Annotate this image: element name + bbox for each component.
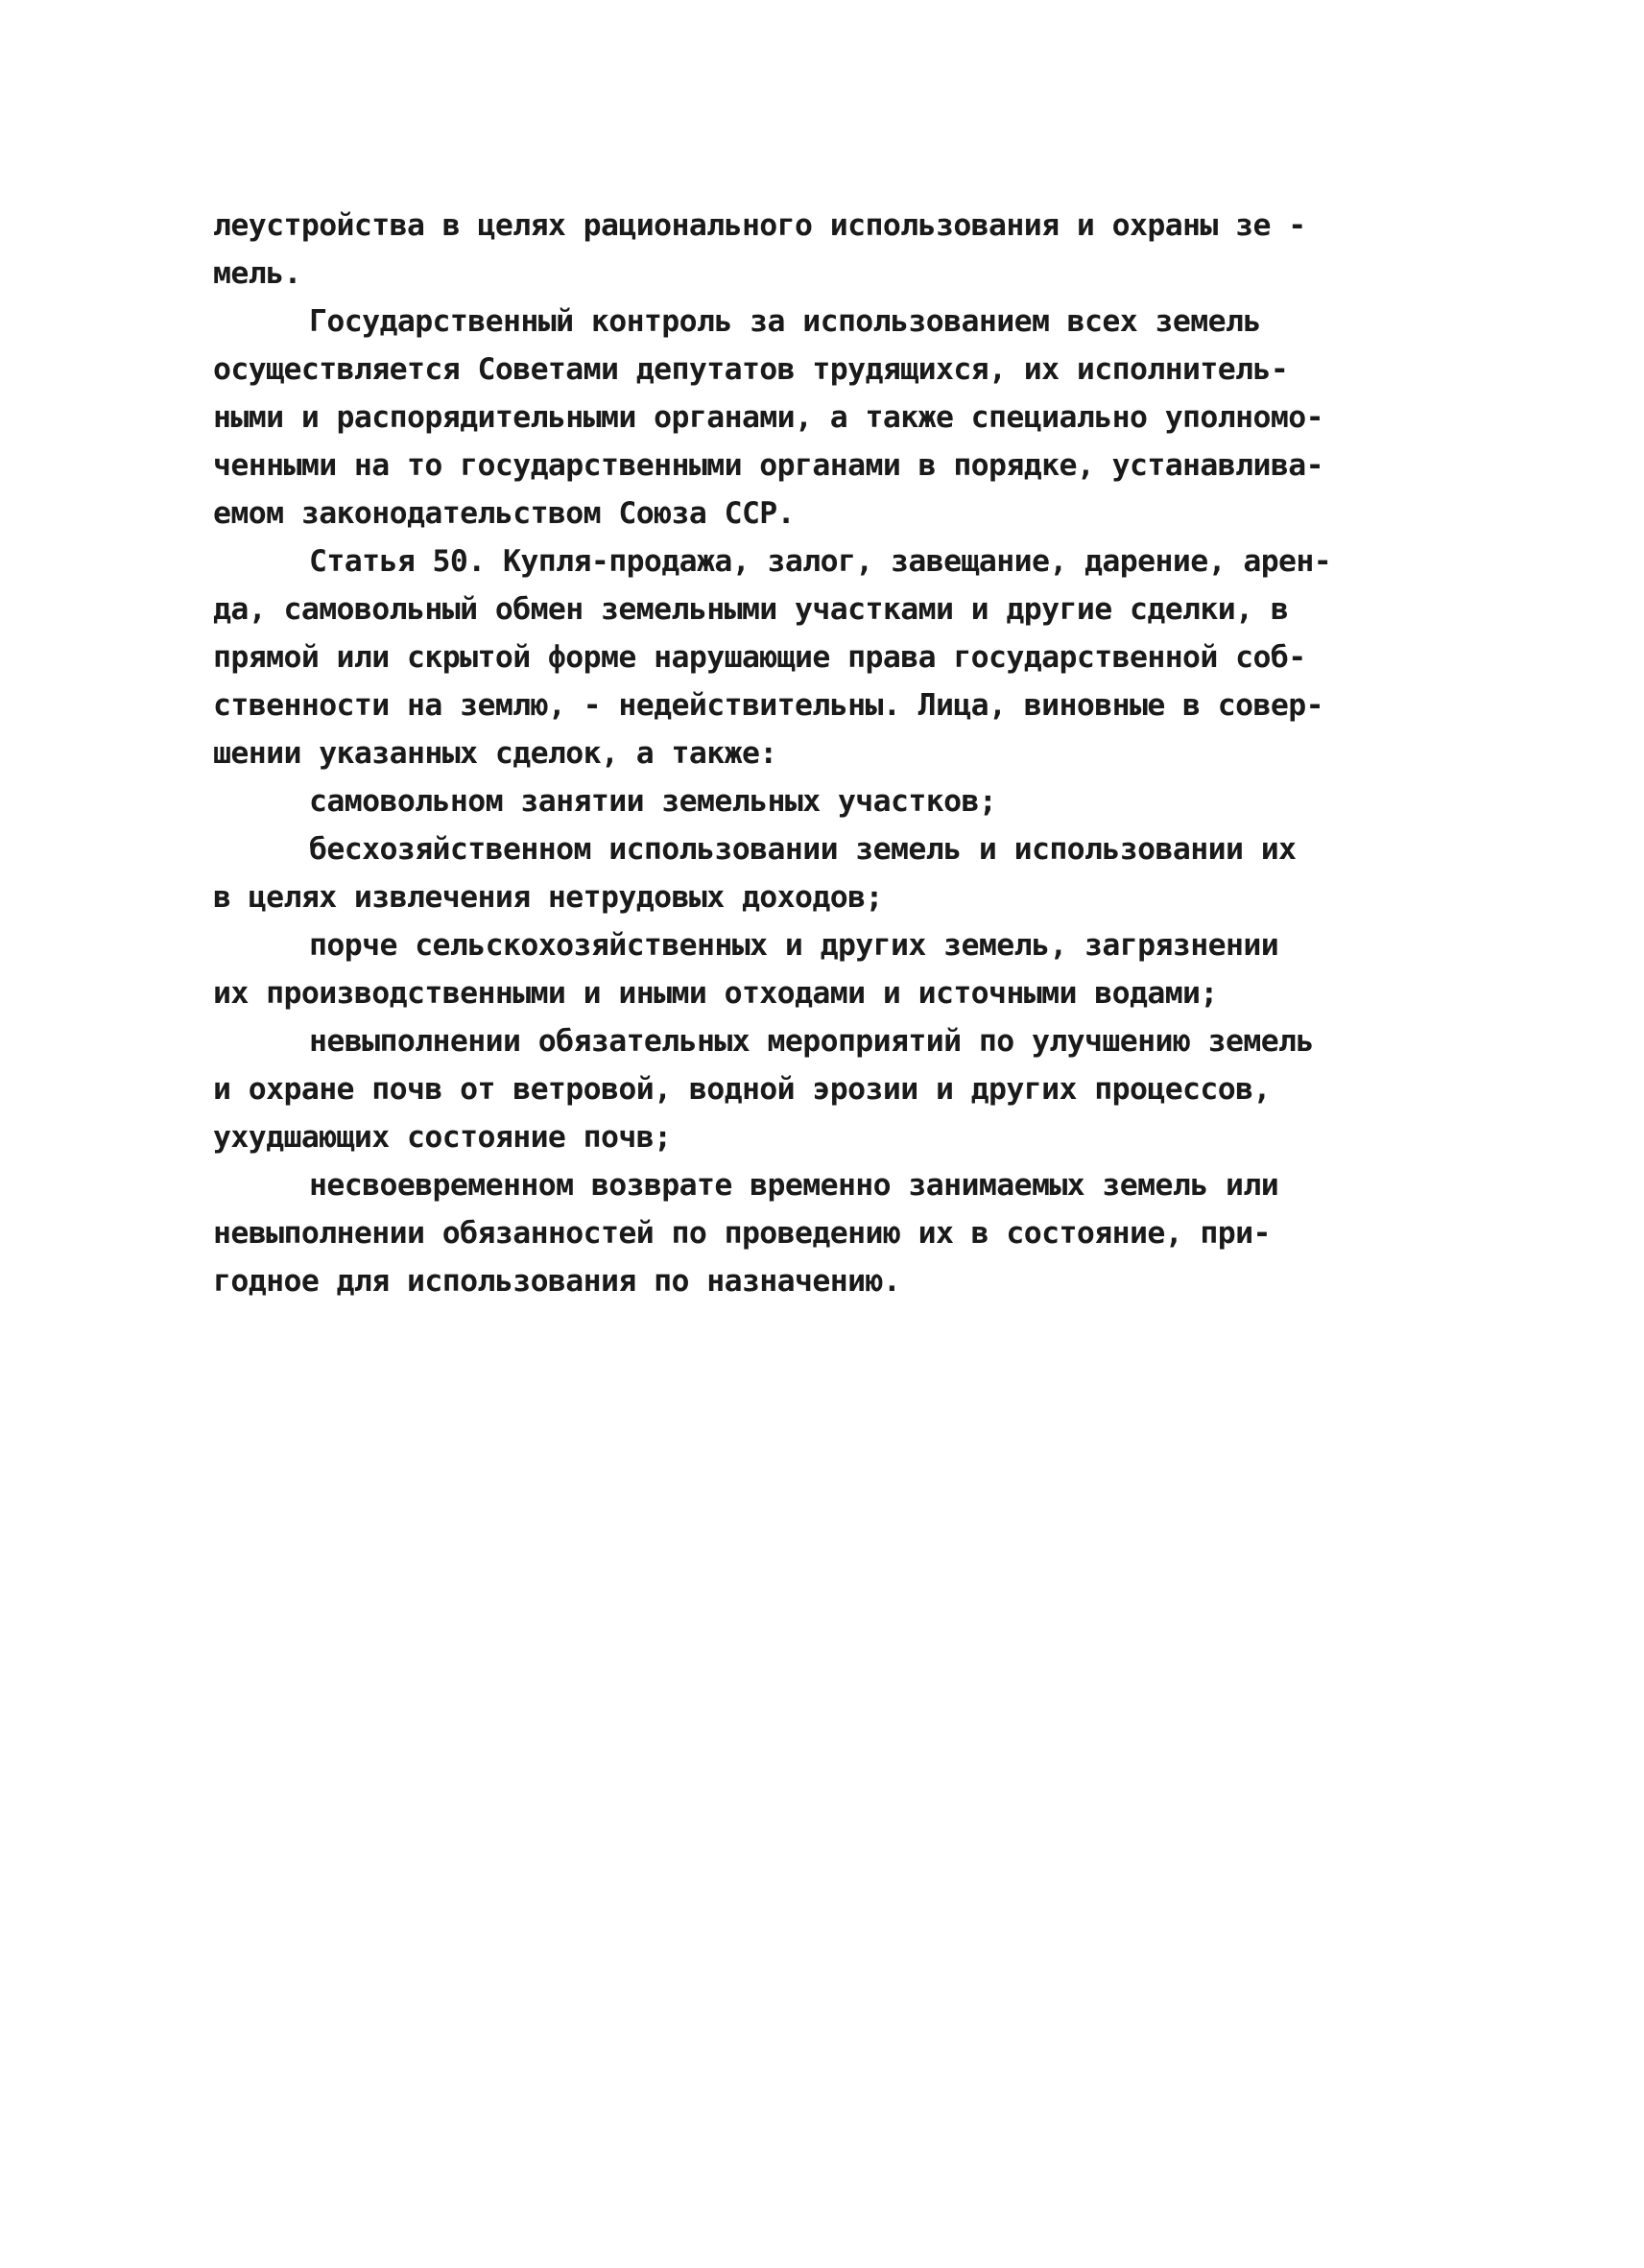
- list-item-line: невыполнении обязательных мероприятий по улучшению земель: [309, 1024, 1314, 1059]
- text-line: мель.: [213, 256, 301, 291]
- list-item-line: несвоевременном возврате временно занимаемых земель или: [309, 1168, 1279, 1203]
- text-line: шении указанных сделок, а также:: [213, 736, 777, 771]
- article-heading-line: Статья 50. Купля-продажа, залог, завещание, дарение, арен-: [309, 544, 1332, 579]
- text-line: прямой или скрытой форме нарушающие права государственной соб-: [213, 640, 1306, 675]
- text-line: ченными на то государственными органами в порядке, устанавлива-: [213, 448, 1323, 483]
- text-line: емом законодательством Союза ССР.: [213, 496, 796, 531]
- document-text: [213, 202, 1461, 1305]
- text-line: да, самовольный обмен земельными участками и другие сделки, в: [213, 592, 1289, 627]
- text-line: и охране почв от ветровой, водной эрозии и других процессов,: [213, 1072, 1271, 1107]
- text-line: Государственный контроль за использованием всех земель: [309, 304, 1261, 339]
- list-item-line: бесхозяйственном использовании земель и использовании их: [309, 832, 1297, 867]
- text-line: ственности на землю, - недействительны. Лица, виновные в совер-: [213, 688, 1323, 723]
- text-line: годное для использования по назначению.: [213, 1264, 901, 1299]
- text-line: леустройства в целях рационального использования и охраны зе -: [213, 208, 1306, 243]
- text-line: невыполнении обязанностей по проведению их в состояние, при-: [213, 1216, 1271, 1251]
- list-item-line: порче сельскохозяйственных и других земель, загрязнении: [309, 928, 1279, 963]
- list-item-line: самовольном занятии земельных участков;: [309, 784, 997, 819]
- text-line: осуществляется Советами депутатов трудящихся, их исполнитель-: [213, 352, 1289, 387]
- text-line: в целях извлечения нетрудовых доходов;: [213, 880, 883, 915]
- text-line: ными и распорядительными органами, а также специально уполномо-: [213, 400, 1323, 435]
- text-line: их производственными и иными отходами и источными водами;: [213, 976, 1218, 1011]
- text-line: ухудшающих состояние почв;: [213, 1120, 672, 1155]
